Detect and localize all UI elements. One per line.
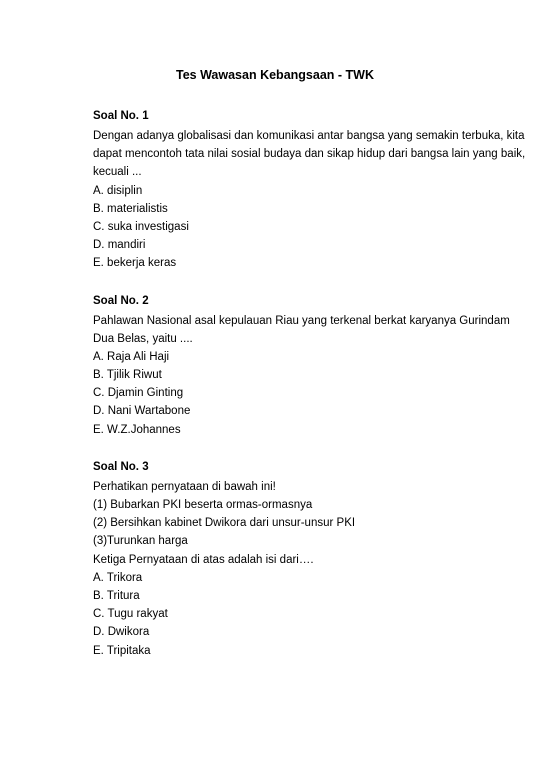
question-heading: Soal No. 2 bbox=[93, 294, 149, 307]
answer-option-a: A. Trikora bbox=[93, 571, 143, 584]
answer-option-d: D. Dwikora bbox=[93, 626, 150, 639]
answer-option-a: A. disiplin bbox=[93, 184, 143, 197]
answer-option-b: B. materialistis bbox=[93, 202, 168, 215]
question-heading: Soal No. 1 bbox=[93, 110, 149, 122]
answer-option-b: B. Tritura bbox=[93, 589, 140, 602]
answer-option-e: E. W.Z.Johannes bbox=[93, 423, 181, 436]
question-1 bbox=[93, 107, 526, 273]
question-text-line: Ketiga Pernyataan di atas adalah isi dari…. bbox=[93, 553, 314, 566]
question-3 bbox=[93, 458, 473, 660]
statement-1: (1) Bubarkan PKI beserta ormas-ormasnya bbox=[93, 499, 313, 511]
document-title: Tes Wawasan Kebangsaan - TWK bbox=[176, 68, 374, 82]
answer-option-c: C. Tugu rakyat bbox=[93, 608, 168, 621]
question-text-line: Dengan adanya globalisasi dan komunikasi antar bangsa yang semakin terbuka, kita bbox=[93, 130, 525, 142]
question-2 bbox=[93, 292, 510, 439]
answer-option-a: A. Raja Ali Haji bbox=[93, 350, 170, 363]
question-text-line: Dua Belas, yaitu .... bbox=[93, 332, 193, 345]
question-text-line: dapat mencontoh tata nilai sosial budaya dan sikap hidup dari bangsa lain yang baik, bbox=[93, 148, 526, 161]
question-text-line: Pahlawan Nasional asal kepulauan Riau yang terkenal berkat karyanya Gurindam bbox=[93, 314, 510, 327]
answer-option-d: D. mandiri bbox=[93, 239, 146, 252]
question-text-line: kecuali ... bbox=[93, 166, 142, 179]
statement-2: (2) Bersihkan kabinet Dwikora dari unsur-unsur PKI bbox=[93, 517, 356, 530]
answer-option-e: E. bekerja keras bbox=[93, 257, 177, 270]
statement-3: (3)Turunkan harga bbox=[93, 535, 188, 548]
answer-option-d: D. Nani Wartabone bbox=[93, 405, 191, 418]
answer-option-c: C. Djamin Ginting bbox=[93, 387, 184, 400]
question-text-line: Perhatikan pernyataan di bawah ini! bbox=[93, 480, 276, 493]
answer-option-b: B. Tjilik Riwut bbox=[93, 369, 162, 382]
answer-option-c: C. suka investigasi bbox=[93, 220, 189, 233]
question-list bbox=[93, 107, 526, 679]
question-heading: Soal No. 3 bbox=[93, 460, 149, 473]
answer-option-e: E. Tripitaka bbox=[93, 644, 151, 657]
